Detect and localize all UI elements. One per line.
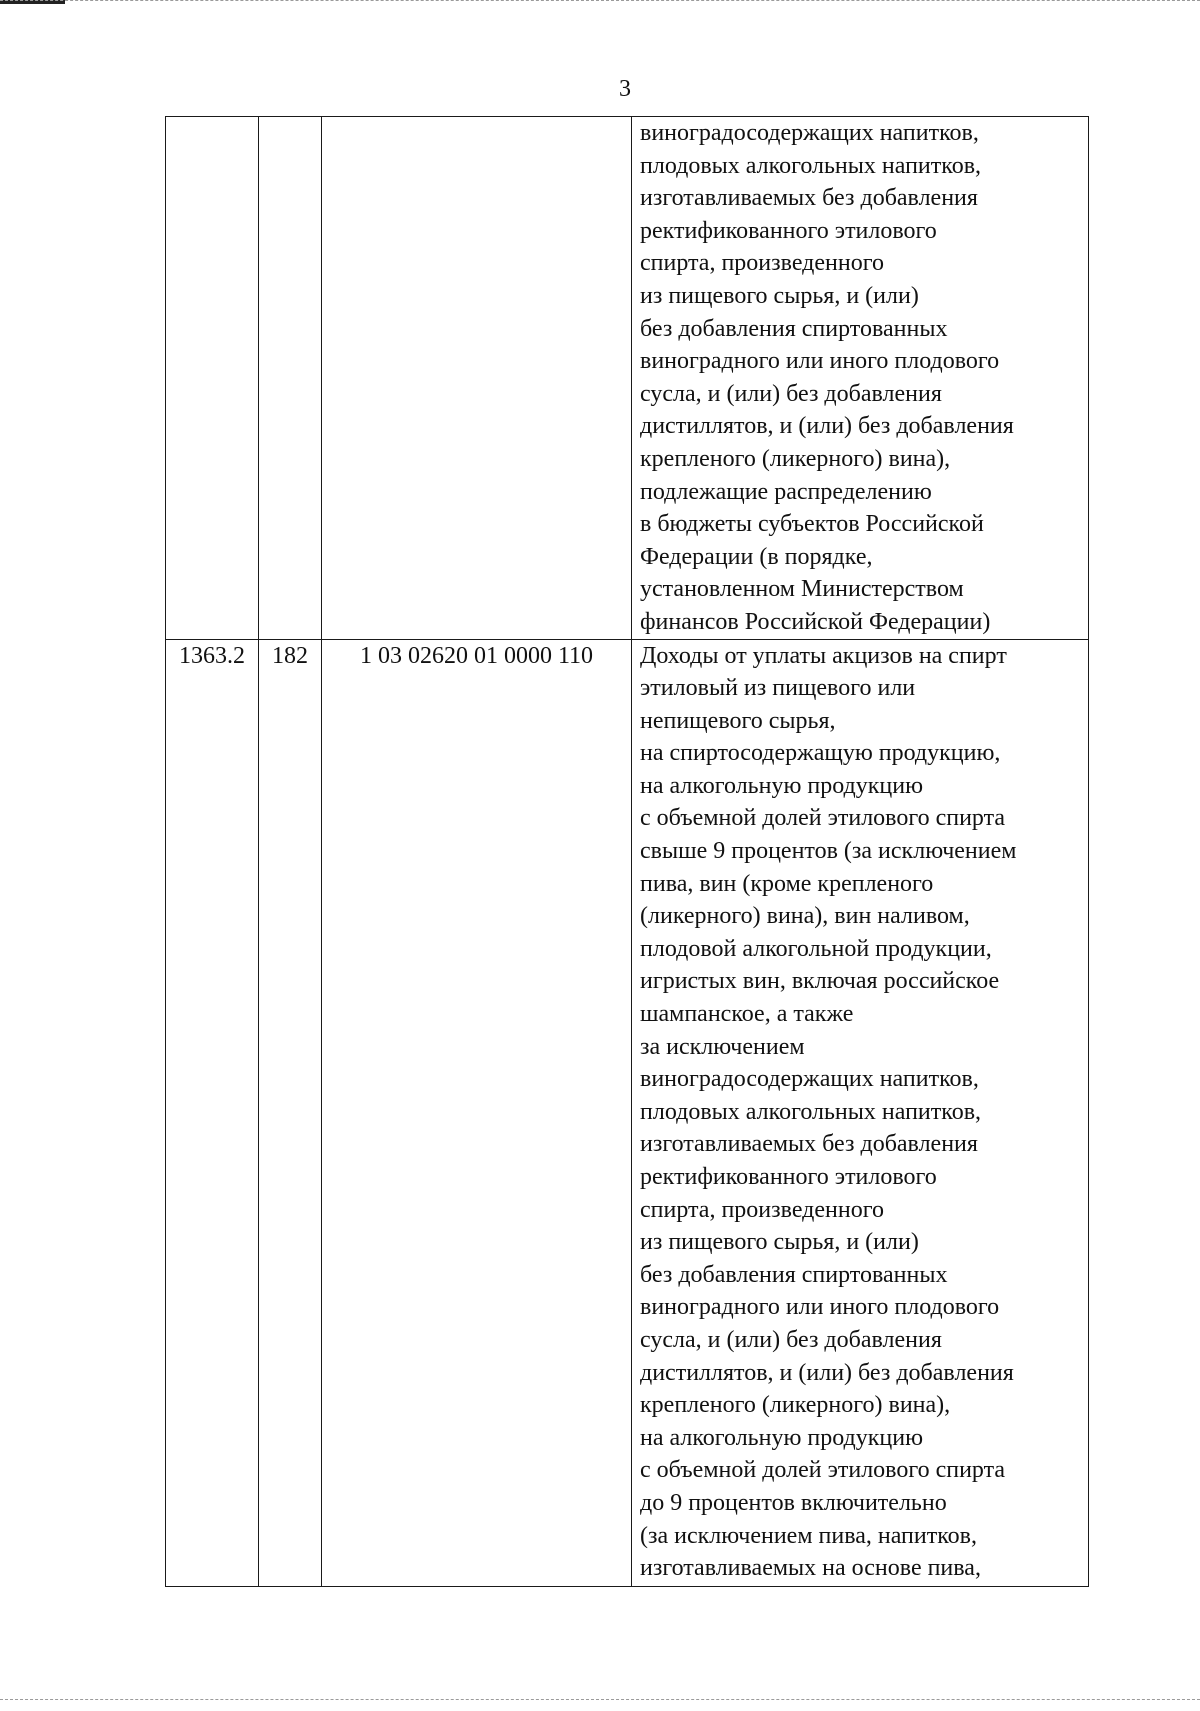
description-line: виноградного или иного плодового [640,1294,1000,1321]
description-line: этиловый из пищевого или [640,675,916,702]
description-line: крепленого (ликерного) вина), [640,1392,951,1419]
description-line: из пищевого сырья, и (или) [640,282,919,309]
row-number-cell: 1363.2 [166,639,259,1586]
description-line: изготавливаемых без добавления [640,1131,978,1158]
description-line: плодовых алкогольных напитков, [640,1098,982,1125]
income-description-cell [632,639,1089,1586]
description-line: сусла, и (или) без добавления [640,1326,942,1353]
description-line: без добавления спиртованных [640,1261,948,1288]
description-line: с объемной долей этилового спирта [640,1457,1006,1484]
description-line: свыше 9 процентов (за исключением [640,838,1017,865]
table-row [166,639,1089,1586]
description-line: Доходы от уплаты акцизов на спирт [640,642,1007,669]
description-lines [640,640,1086,1585]
description-line: пива, вин (кроме крепленого [640,870,934,897]
description-line: виноградного или иного плодового [640,348,1000,375]
description-line: на алкогольную продукцию [640,1424,924,1451]
description-line: спирта, произведенного [640,250,884,277]
description-line: Федерации (в порядке, [640,543,873,570]
description-line: виноградосодержащих напитков, [640,1066,979,1093]
description-line: спирта, произведенного [640,1196,884,1223]
description-line: без добавления спиртованных [640,315,948,342]
description-line: из пищевого сырья, и (или) [640,1229,919,1256]
description-line: изготавливаемых без добавления [640,185,978,212]
administrator-code-cell [259,117,322,640]
budget-classification-code-cell: 1 03 02620 01 0000 110 [322,639,632,1586]
description-line: на алкогольную продукцию [640,772,924,799]
description-line: ректификованного этилового [640,1164,937,1190]
description-line: в бюджеты субъектов Российской [640,511,984,538]
description-line: на спиртосодержащую продукцию, [640,740,1001,767]
scan-top-edge [0,0,1200,3]
description-line: установленном Министерством [640,576,964,603]
description-lines [640,117,1086,639]
description-line: изготавливаемых на основе пива, [640,1555,981,1582]
description-line: непищевого сырья, [640,707,836,734]
income-description-cell [632,117,1089,640]
description-line: подлежащие распределению [640,478,932,505]
description-line: виноградосодержащих напитков, [640,120,979,146]
budget-classification-code-cell [322,117,632,640]
description-line: сусла, и (или) без добавления [640,380,942,407]
row-number-cell [166,117,259,640]
description-line: ректификованного этилового [640,217,937,244]
description-line: с объемной долей этилового спирта [640,805,1006,832]
description-line: плодовых алкогольных напитков, [640,152,982,179]
page-number: 3 [619,76,631,102]
description-line: плодовой алкогольной продукции, [640,935,992,962]
description-line: (ликерного) вина), вин наливом, [640,903,970,930]
table-body [166,117,1089,1587]
administrator-code-cell: 182 [259,639,322,1586]
description-line: финансов Российской Федерации) [640,608,991,635]
description-line: дистиллятов, и (или) без добавления [640,1359,1014,1386]
description-line: за исключением [640,1033,805,1060]
table-row [166,117,1089,640]
description-line: (за исключением пива, напитков, [640,1522,978,1549]
scan-bottom-edge [0,1699,1200,1702]
description-line: шампанское, а также [640,1001,854,1028]
budget-code-table [165,116,1089,1587]
description-line: дистиллятов, и (или) без добавления [640,413,1014,440]
description-line: до 9 процентов включительно [640,1489,947,1516]
description-line: игристых вин, включая российское [640,968,1000,995]
description-line: крепленого (ликерного) вина), [640,445,951,472]
